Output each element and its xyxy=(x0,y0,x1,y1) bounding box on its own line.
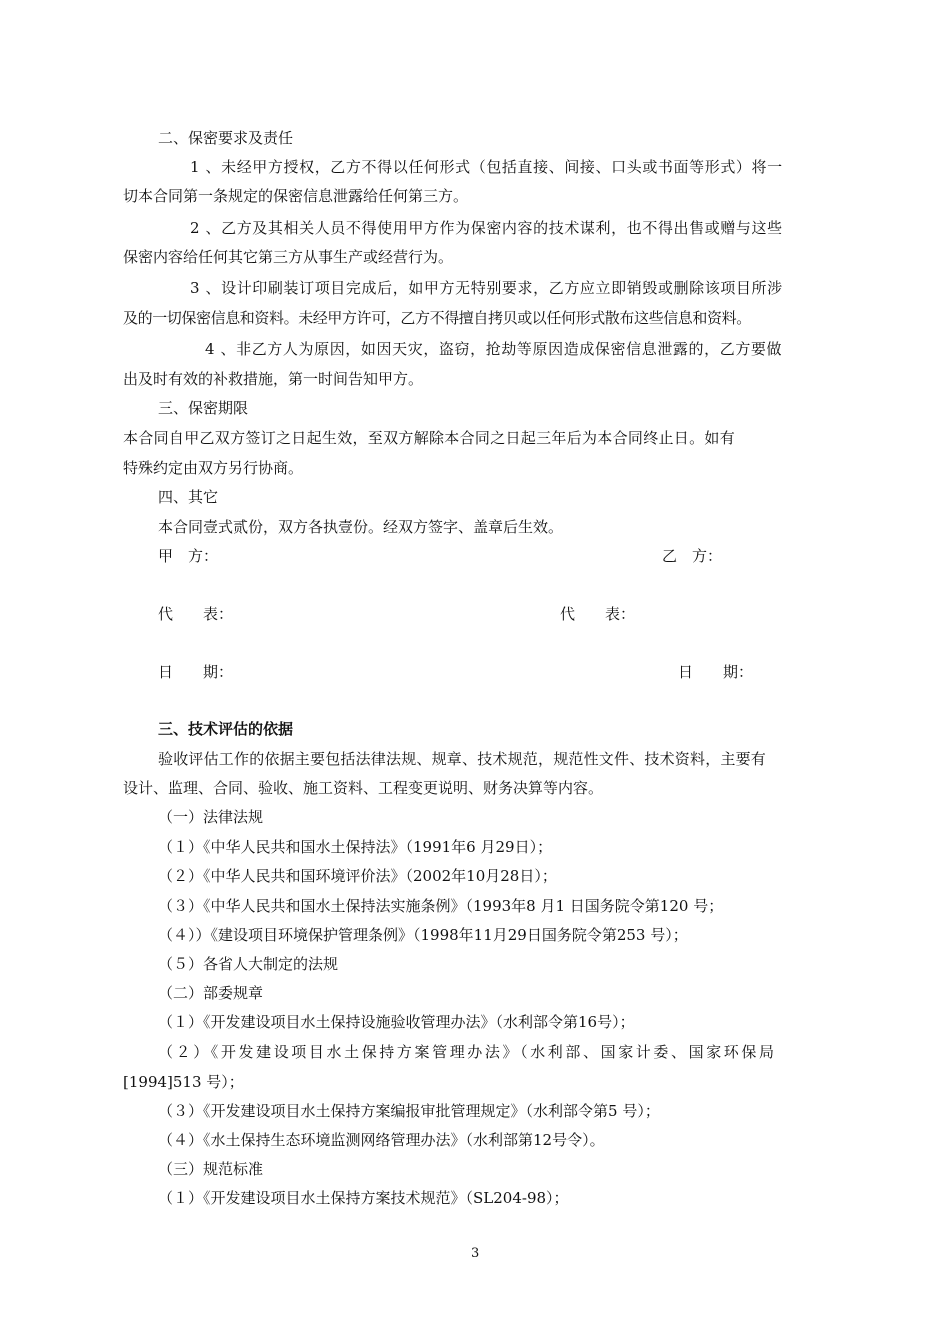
signature-date-b: 日 期： xyxy=(678,663,754,681)
list-item: （１）《开发建设项目水土保持方案技术规范》（SL204-98）； xyxy=(158,1189,569,1207)
paragraph-line: 3 、设计印刷装订项目完成后，如甲方无特别要求，乙方应立即销毁或删除该项目所涉 xyxy=(190,279,783,297)
list-item: （１）《中华人民共和国水土保持法》（1991年6 月29日）； xyxy=(158,838,553,856)
signature-representative-b: 代 表： xyxy=(560,605,636,623)
section-heading-term: 三、保密期限 xyxy=(158,399,249,417)
signature-date-a: 日 期： xyxy=(158,663,234,681)
list-item: （３）《开发建设项目水土保持方案编报审批管理规定》（水利部令第5 号）； xyxy=(158,1102,660,1120)
section-heading-tech-basis: 三、技术评估的依据 xyxy=(158,720,294,738)
list-item: （３）《中华人民共和国水土保持法实施条例》（1993年8 月1 日国务院令第120 号； xyxy=(158,897,724,915)
paragraph-line: 设计、监理、合同、验收、施工资料、工程变更说明、财务决算等内容。 xyxy=(123,779,604,797)
list-item: （５）各省人大制定的法规 xyxy=(158,955,339,973)
signature-party-b: 乙 方： xyxy=(662,547,723,565)
list-item: （４）《水土保持生态环境监测网络管理办法》（水利部第12号令）。 xyxy=(158,1131,605,1149)
list-item-continuation: [1994]513 号）； xyxy=(123,1073,244,1091)
list-item: （２）《中华人民共和国环境评价法》（2002年10月28日）； xyxy=(158,867,557,885)
paragraph-line: 特殊约定由双方另行协商。 xyxy=(123,459,304,477)
paragraph-line: 及的一切保密信息和资料。未经甲方许可，乙方不得擅自拷贝或以任何形式散布这些信息和资料。 xyxy=(123,309,751,327)
section-heading-confidentiality: 二、保密要求及责任 xyxy=(158,129,294,147)
subsection-heading-standards: （三）规范标准 xyxy=(158,1160,264,1178)
paragraph-line: 本合同自甲乙双方签订之日起生效，至双方解除本合同之日起三年后为本合同终止日。如有 xyxy=(123,429,736,447)
list-item: （１）《开发建设项目水土保持设施验收管理办法》（水利部令第16号）； xyxy=(158,1013,635,1031)
section-heading-other: 四、其它 xyxy=(158,488,219,506)
list-item: （２）《开发建设项目水土保持方案管理办法》（水利部、国家计委、国家环保局 xyxy=(158,1043,777,1061)
signature-party-a: 甲 方： xyxy=(158,547,219,565)
page-number: 3 xyxy=(471,1246,480,1261)
subsection-heading-rules: （二）部委规章 xyxy=(158,984,264,1002)
subsection-heading-laws: （一）法律法规 xyxy=(158,808,264,826)
paragraph-line: 验收评估工作的依据主要包括法律法规、规章、技术规范，规范性文件、技术资料，主要有 xyxy=(158,750,767,768)
paragraph-line: 本合同壹式贰份，双方各执壹份。经双方签字、盖章后生效。 xyxy=(158,518,564,536)
paragraph-line: 2 、乙方及其相关人员不得使用甲方作为保密内容的技术谋利，也不得出售或赠与这些 xyxy=(190,219,783,237)
paragraph-line: 1 、未经甲方授权，乙方不得以任何形式（包括直接、间接、口头或书面等形式）将一 xyxy=(190,158,783,176)
list-item: （４））《建设项目环境保护管理条例》（1998年11月29日国务院令第253 号）； xyxy=(158,926,688,944)
paragraph-line: 出及时有效的补救措施，第一时间告知甲方。 xyxy=(123,370,424,388)
paragraph-line: 切本合同第一条规定的保密信息泄露给任何第三方。 xyxy=(123,187,469,205)
paragraph-line: 保密内容给任何其它第三方从事生产或经营行为。 xyxy=(123,248,454,266)
paragraph-line: 4 、非乙方人为原因，如因天灾，盗窃，抢劫等原因造成保密信息泄露的，乙方要做 xyxy=(205,340,783,358)
signature-representative-a: 代 表： xyxy=(158,605,234,623)
